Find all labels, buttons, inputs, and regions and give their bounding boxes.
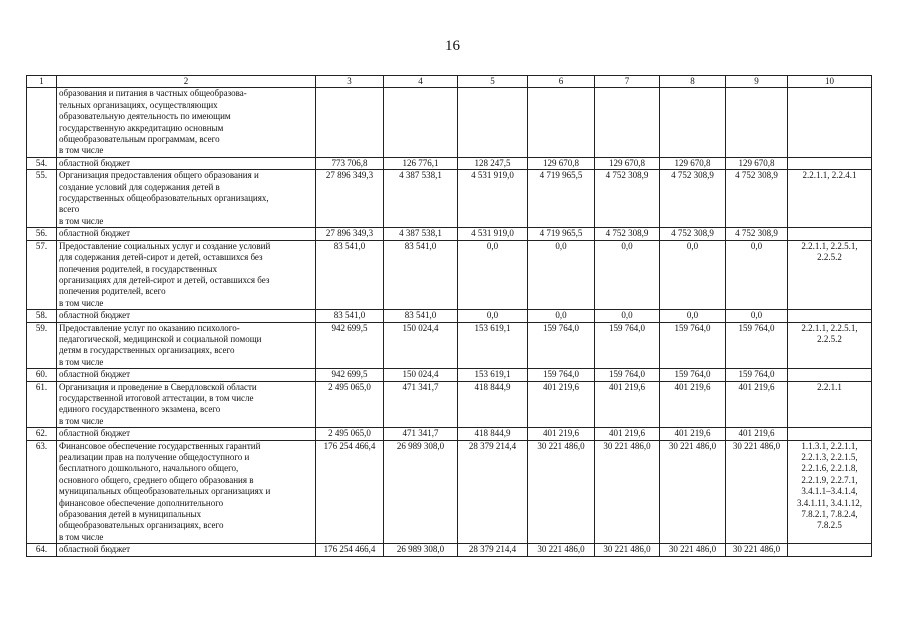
value-cell: 4 387 538,1 <box>384 170 458 228</box>
value-cell: 153 619,1 <box>458 322 528 369</box>
value-cell: 83 541,0 <box>316 310 384 322</box>
value-cell: 942 699,5 <box>316 369 384 381</box>
table-row <box>27 310 872 322</box>
row-number-cell: 55. <box>27 170 57 228</box>
value-cell: 159 764,0 <box>660 322 726 369</box>
value-cell: 4 752 308,9 <box>595 170 660 228</box>
value-cell: 153 619,1 <box>458 369 528 381</box>
refs-cell <box>788 228 872 240</box>
row-number-cell: 60. <box>27 369 57 381</box>
value-cell: 471 341,7 <box>384 381 458 428</box>
table-row <box>27 544 872 556</box>
row-name-cell: Организация предоставления общего образования и создание условий для содержания детей в государственных общеобразовательных организациях, всего в том числе <box>57 170 316 228</box>
value-cell: 401 219,6 <box>660 381 726 428</box>
value-cell: 4 719 965,5 <box>528 228 595 240</box>
row-number-cell: 61. <box>27 381 57 428</box>
row-number-cell: 62. <box>27 428 57 440</box>
value-cell: 129 670,8 <box>726 157 788 169</box>
table-row <box>27 170 872 228</box>
value-cell: 159 764,0 <box>660 369 726 381</box>
refs-cell: 2.2.1.1, 2.2.4.1 <box>788 170 872 228</box>
header-cell: 6 <box>528 76 595 88</box>
value-cell: 4 531 919,0 <box>458 228 528 240</box>
table-row <box>27 381 872 428</box>
value-cell: 471 341,7 <box>384 428 458 440</box>
value-cell: 401 219,6 <box>726 381 788 428</box>
refs-cell <box>788 310 872 322</box>
header-cell: 10 <box>788 76 872 88</box>
header-cell: 2 <box>57 76 316 88</box>
value-cell: 773 706,8 <box>316 157 384 169</box>
value-cell: 30 221 486,0 <box>726 544 788 556</box>
table-row <box>27 228 872 240</box>
row-number-cell: 56. <box>27 228 57 240</box>
row-number-cell: 59. <box>27 322 57 369</box>
refs-cell: 2.2.1.1, 2.2.5.1, 2.2.5.2 <box>788 322 872 369</box>
value-cell: 0,0 <box>726 310 788 322</box>
header-cell: 4 <box>384 76 458 88</box>
value-cell: 0,0 <box>660 240 726 309</box>
value-cell: 4 752 308,9 <box>726 228 788 240</box>
table-row <box>27 369 872 381</box>
value-cell: 30 221 486,0 <box>528 544 595 556</box>
row-name-cell: Предоставление социальных услуг и создание условий для содержания детей-сирот и детей, оставшихся без попечения родителей, в государственных организациях для детей-сирот и детей, оставшихся без попечения родителей, всего в том числе <box>57 240 316 309</box>
value-cell: 159 764,0 <box>726 369 788 381</box>
value-cell: 401 219,6 <box>595 428 660 440</box>
row-name-cell: областной бюджет <box>57 157 316 169</box>
value-cell: 401 219,6 <box>660 428 726 440</box>
value-cell: 942 699,5 <box>316 322 384 369</box>
value-cell: 401 219,6 <box>528 381 595 428</box>
value-cell: 0,0 <box>528 310 595 322</box>
value-cell <box>316 88 384 157</box>
header-cell: 8 <box>660 76 726 88</box>
refs-cell <box>788 88 872 157</box>
row-name-cell: Финансовое обеспечение государственных гарантий реализации прав на получение общедоступного и бесплатного дошкольного, начального общего, основного общего, среднего общего образования в муниципальных общеобразовательных организациях и финансовое обеспечение дополнительного образования детей в муниципальных общеобразовательных организациях, всего в том числе <box>57 440 316 544</box>
value-cell: 159 764,0 <box>726 322 788 369</box>
value-cell: 83 541,0 <box>316 240 384 309</box>
value-cell: 4 531 919,0 <box>458 170 528 228</box>
value-cell: 4 752 308,9 <box>726 170 788 228</box>
value-cell: 30 221 486,0 <box>726 440 788 544</box>
value-cell: 418 844,9 <box>458 428 528 440</box>
value-cell: 418 844,9 <box>458 381 528 428</box>
value-cell: 4 752 308,9 <box>660 170 726 228</box>
header-cell: 9 <box>726 76 788 88</box>
value-cell: 176 254 466,4 <box>316 544 384 556</box>
header-cell: 7 <box>595 76 660 88</box>
table-row <box>27 240 872 309</box>
value-cell: 4 752 308,9 <box>660 228 726 240</box>
row-name-cell: областной бюджет <box>57 369 316 381</box>
value-cell: 0,0 <box>660 310 726 322</box>
value-cell: 30 221 486,0 <box>595 544 660 556</box>
row-name-cell: образования и питания в частных общеобразова- тельных организациях, осуществляющих образовательную деятельность по имеющим государственную аккредитацию основным общеобразовательным программам, всего в том числе <box>57 88 316 157</box>
table-row <box>27 322 872 369</box>
value-cell: 128 247,5 <box>458 157 528 169</box>
value-cell: 4 387 538,1 <box>384 228 458 240</box>
value-cell: 2 495 065,0 <box>316 428 384 440</box>
value-cell: 27 896 349,3 <box>316 170 384 228</box>
budget-table <box>26 75 872 557</box>
value-cell: 176 254 466,4 <box>316 440 384 544</box>
refs-cell: 2.2.1.1 <box>788 381 872 428</box>
row-name-cell: Организация и проведение в Свердловской области государственной итоговой аттестации, в том числе единого государственного экзамена, всего в том числе <box>57 381 316 428</box>
header-cell: 3 <box>316 76 384 88</box>
value-cell: 0,0 <box>595 310 660 322</box>
header-cell: 1 <box>27 76 57 88</box>
row-name-cell: областной бюджет <box>57 428 316 440</box>
value-cell: 159 764,0 <box>528 369 595 381</box>
value-cell: 150 024,4 <box>384 369 458 381</box>
value-cell: 401 219,6 <box>595 381 660 428</box>
refs-cell <box>788 157 872 169</box>
value-cell: 26 989 308,0 <box>384 544 458 556</box>
row-name-cell: Предоставление услуг по оказанию психолого- педагогической, медицинской и социальной помощи детям в государственных организациях, всего в том числе <box>57 322 316 369</box>
value-cell <box>726 88 788 157</box>
table-row <box>27 440 872 544</box>
row-number-cell: 54. <box>27 157 57 169</box>
header-cell: 5 <box>458 76 528 88</box>
value-cell: 150 024,4 <box>384 322 458 369</box>
value-cell <box>528 88 595 157</box>
value-cell: 28 379 214,4 <box>458 544 528 556</box>
value-cell: 30 221 486,0 <box>660 440 726 544</box>
value-cell <box>384 88 458 157</box>
value-cell: 159 764,0 <box>595 369 660 381</box>
value-cell: 26 989 308,0 <box>384 440 458 544</box>
refs-cell <box>788 544 872 556</box>
value-cell: 0,0 <box>458 310 528 322</box>
value-cell: 27 896 349,3 <box>316 228 384 240</box>
value-cell: 0,0 <box>458 240 528 309</box>
value-cell: 30 221 486,0 <box>528 440 595 544</box>
value-cell <box>458 88 528 157</box>
value-cell: 4 719 965,5 <box>528 170 595 228</box>
value-cell: 126 776,1 <box>384 157 458 169</box>
value-cell: 83 541,0 <box>384 240 458 309</box>
row-name-cell: областной бюджет <box>57 310 316 322</box>
value-cell: 159 764,0 <box>595 322 660 369</box>
table-row <box>27 88 872 157</box>
value-cell: 129 670,8 <box>660 157 726 169</box>
refs-cell: 2.2.1.1, 2.2.5.1, 2.2.5.2 <box>788 240 872 309</box>
row-number-cell <box>27 88 57 157</box>
value-cell <box>660 88 726 157</box>
value-cell: 4 752 308,9 <box>595 228 660 240</box>
value-cell: 2 495 065,0 <box>316 381 384 428</box>
value-cell: 28 379 214,4 <box>458 440 528 544</box>
table-row <box>27 157 872 169</box>
value-cell: 159 764,0 <box>528 322 595 369</box>
value-cell: 401 219,6 <box>528 428 595 440</box>
value-cell: 30 221 486,0 <box>595 440 660 544</box>
refs-cell <box>788 369 872 381</box>
value-cell: 401 219,6 <box>726 428 788 440</box>
value-cell: 129 670,8 <box>528 157 595 169</box>
row-number-cell: 63. <box>27 440 57 544</box>
value-cell: 30 221 486,0 <box>660 544 726 556</box>
row-number-cell: 64. <box>27 544 57 556</box>
value-cell: 0,0 <box>595 240 660 309</box>
column-number-header <box>27 76 872 88</box>
row-name-cell: областной бюджет <box>57 228 316 240</box>
table-row <box>27 428 872 440</box>
value-cell: 83 541,0 <box>384 310 458 322</box>
value-cell: 0,0 <box>726 240 788 309</box>
table-body <box>27 88 872 556</box>
page-number: 16 <box>445 38 460 54</box>
value-cell: 0,0 <box>528 240 595 309</box>
value-cell: 129 670,8 <box>595 157 660 169</box>
row-number-cell: 58. <box>27 310 57 322</box>
row-number-cell: 57. <box>27 240 57 309</box>
refs-cell: 1.1.3.1, 2.2.1.1, 2.2.1.3, 2.2.1.5, 2.2.1.6, 2.2.1.8, 2.2.1.9, 2.2.7.1, 3.4.1.1–3.4.1.4, 3.4.1.11, 3.4.1.12, 7.8.2.1, 7.8.2.4, 7.8.2.5 <box>788 440 872 544</box>
refs-cell <box>788 428 872 440</box>
value-cell <box>595 88 660 157</box>
row-name-cell: областной бюджет <box>57 544 316 556</box>
